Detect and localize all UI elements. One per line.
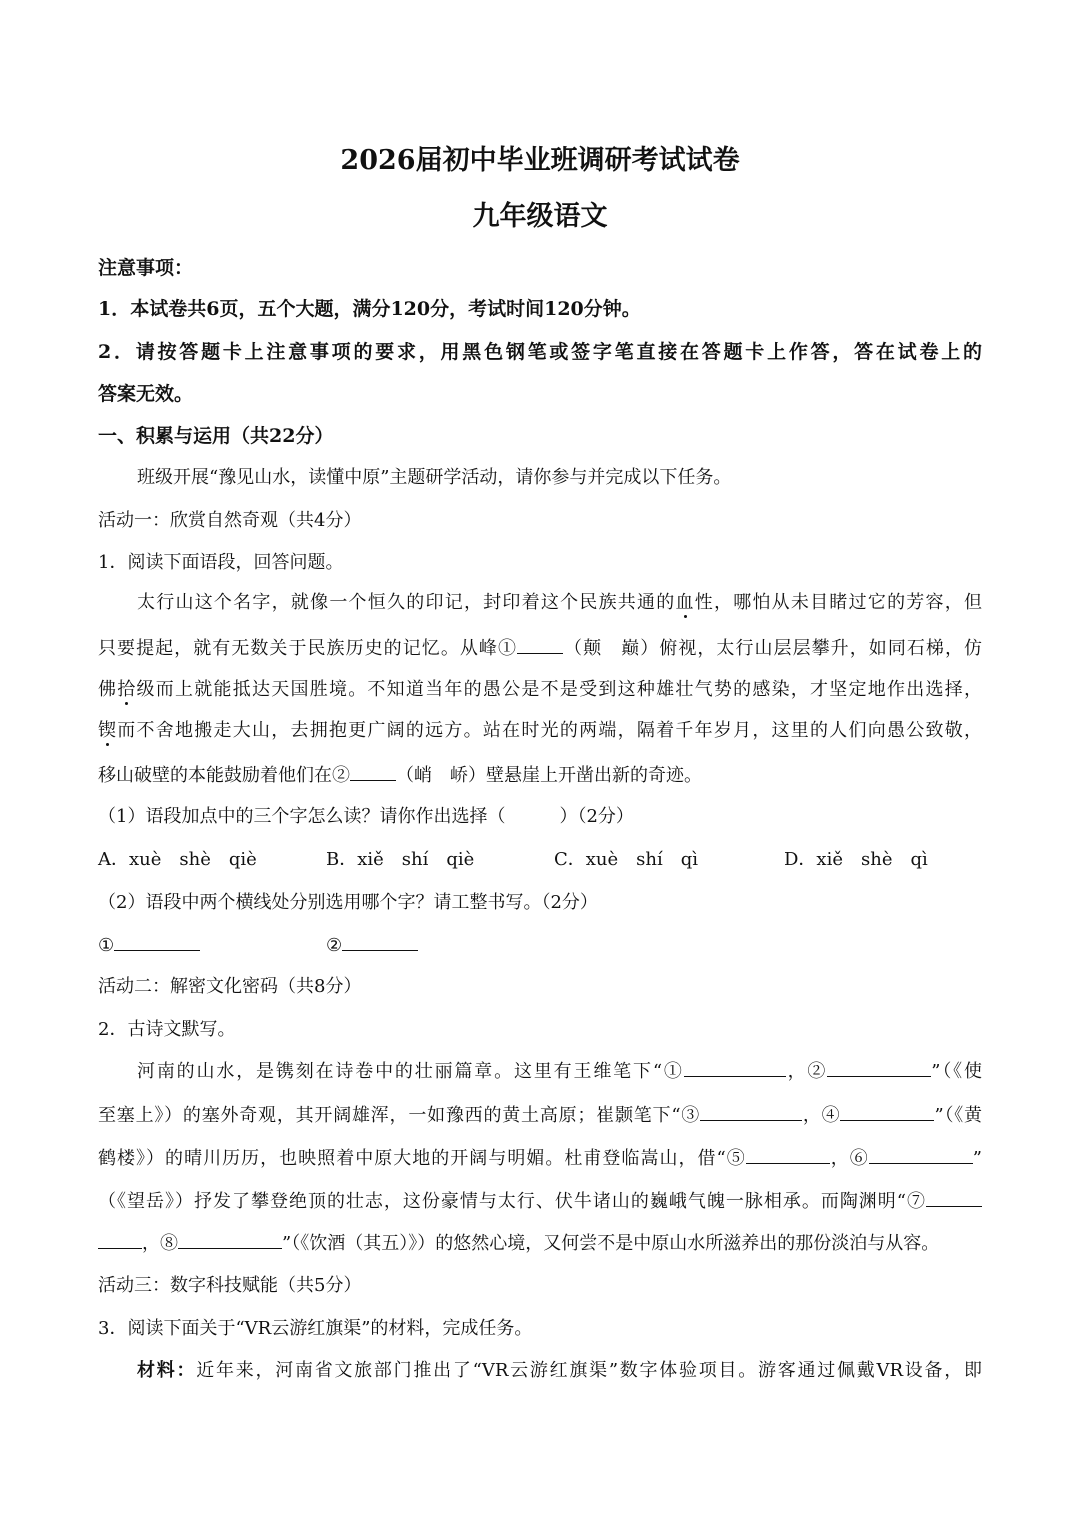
poem-text: ” [972,1148,982,1169]
activity-2-title: 活动二：解密文化密码（共8分） [98,976,362,997]
answer-label-1: ① [98,935,115,956]
notice-item-2-cont: 答案无效。 [98,383,194,405]
passage-text: 移山破壁的本能鼓励着他们在② [98,765,350,786]
sub-question-2: （2）语段中两个横线处分别选用哪个字？请工整书写。（2分） [98,892,598,913]
passage-line-2 [98,635,982,662]
poem-text: ”（《使 [931,1061,983,1082]
question-2: 2．古诗文默写。 [98,1019,236,1040]
option-c[interactable]: C．xuè shí qì [554,849,699,870]
poem-blank-3[interactable] [700,1102,802,1121]
poem-blank-4[interactable] [840,1102,934,1121]
fill-blank-1[interactable] [517,635,563,654]
notice-item-2-text: 2．请按答题卡上注意事项的要求，用黑色钢笔或签字笔直接在答题卡上作答，答在试卷上的 [98,341,982,363]
poem-line-2 [98,1102,982,1129]
poem-blank-7a[interactable] [926,1188,982,1207]
poem-line-3 [98,1145,982,1172]
answer-line-1 [98,932,298,959]
option-b[interactable]: B．xiě shí qiè [326,849,475,870]
poem-text: （《望岳》）抒发了攀登绝顶的壮志，这份豪情与太行、伏牛诸山的巍峨气魄一脉相承。而陶渊明“⑦ [98,1191,926,1212]
passage-text: 级而上就能抵达天国胜境。不知道当年的愚公是不是受到这种雄壮气势的感染，才坚定地作出选择， [136,679,983,700]
poem-text: ，④ [802,1105,841,1126]
poem-text: ，② [785,1061,828,1082]
poem-line-1 [137,1058,982,1085]
poem-text: ，⑧ [142,1233,178,1254]
poem-text: ”（《黄 [934,1105,983,1126]
activity-3-title: 活动三：数字科技赋能（共5分） [98,1275,362,1296]
material-line [137,1358,982,1384]
subject-title: 九年级语文 [472,201,608,232]
activity-1-title: 活动一：欣赏自然奇观（共4分） [98,510,362,531]
poem-text: 至塞上》）的塞外奇观，其开阔雄浑，一如豫西的黄土高原；崔颢笔下“③ [98,1105,701,1126]
passage-text: 而不舍地搬走大山，去拥抱更广阔的远方。站在时光的两端，隔着千年岁月，这里的人们向愚公致敬， [117,720,983,741]
passage-line-4 [98,718,982,744]
question-3: 3．阅读下面关于“VR云游红旗渠”的材料，完成任务。 [98,1318,533,1339]
fill-blank-2[interactable] [350,762,396,781]
dotted-char-1: 血 [675,592,695,613]
question-1: 1．阅读下面语段，回答问题。 [98,552,344,573]
passage-text: 佛 [98,679,118,700]
poem-blank-5[interactable] [746,1145,830,1164]
poem-blank-1[interactable] [684,1058,786,1077]
answer-blank-1[interactable] [114,932,200,951]
answer-line-2 [326,932,526,959]
passage-text: （颠 巅）俯视，太行山层层攀升，如同石梯，仿 [563,638,982,659]
poem-text: ，⑥ [829,1148,869,1169]
passage-text: 只要提起，就有无数关于民族历史的记忆。从峰① [98,638,517,659]
answer-blank-2[interactable] [342,932,418,951]
notice-item-1: 1．本试卷共6页，五个大题，满分120分，考试时间120分钟。 [98,298,641,320]
sub-question-1: （1）语段加点中的三个字怎么读？请你作出选择（ ）（2分） [98,806,634,827]
poem-blank-2[interactable] [827,1058,931,1077]
poem-blank-6[interactable] [869,1145,973,1164]
dotted-char-2: 拾 [117,679,137,700]
material-label: 材料： [137,1360,197,1381]
notice-item-2 [98,339,982,365]
passage-text: 性，哪怕从未目睹过它的芳容，但 [694,592,983,613]
section-1-title: 一、积累与运用（共22分） [98,425,334,447]
passage-line-5 [98,762,982,789]
passage-text: 太行山这个名字，就像一个恒久的印记，封印着这个民族共通的 [137,592,676,613]
material-text: 近年来，河南省文旅部门推出了“VR云游红旗渠”数字体验项目。游客通过佩戴VR设备，即 [196,1360,982,1381]
poem-text: 鹤楼》）的晴川历历，也映照着中原大地的开阔与明媚。杜甫登临嵩山，借“⑤ [98,1148,746,1169]
poem-blank-8[interactable] [178,1230,282,1249]
notice-heading: 注意事项： [98,257,194,279]
section-1-intro: 班级开展“豫见山水，读懂中原”主题研学活动，请你参与并完成以下任务。 [137,467,732,488]
poem-text: ”（《饮酒（其五）》）的悠然心境，又何尝不是中原山水所滋养出的那份淡泊与从容。 [282,1233,940,1254]
poem-line-4 [98,1188,982,1215]
poem-blank-7b[interactable] [98,1230,142,1249]
option-a[interactable]: A．xuè shè qiè [98,849,257,870]
answer-label-2: ② [326,935,343,956]
poem-text: 河南的山水，是镌刻在诗卷中的壮丽篇章。这里有王维笔下“① [137,1061,684,1082]
passage-line-3 [98,677,982,703]
exam-title: 2026届初中毕业班调研考试试卷 [340,145,740,176]
passage-text: （峭 峤）壁悬崖上开凿出新的奇迹。 [396,765,702,786]
poem-line-5 [98,1230,982,1257]
passage-line-1 [137,590,982,616]
option-d[interactable]: D．xiě shè qì [784,849,928,870]
dotted-char-3: 锲 [98,720,118,741]
